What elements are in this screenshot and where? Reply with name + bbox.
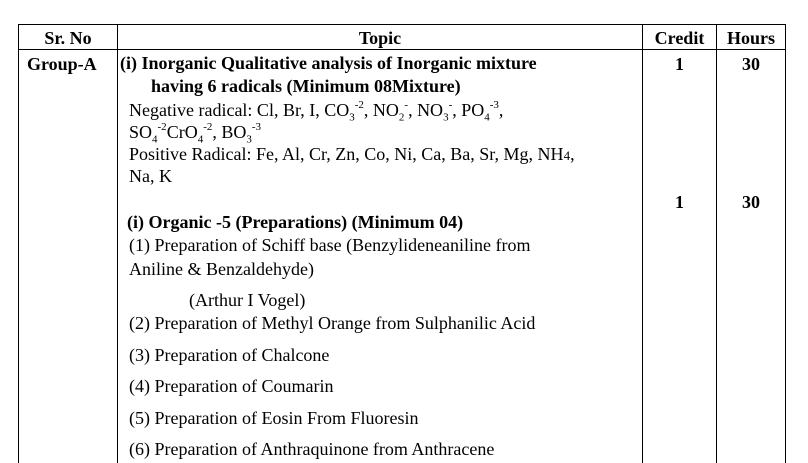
header-hours: Hours xyxy=(726,28,775,48)
positive-radicals-cont: Na, K xyxy=(129,166,172,186)
group-label: Group-A xyxy=(27,54,97,74)
column-divider xyxy=(716,25,717,463)
negative-radicals-cont: $SO_4^{-2}CrO_4^{-2}$, $BO_3^{-3}$ xyxy=(129,121,262,146)
inorganic-hours: 30 xyxy=(742,54,760,74)
header-sr-no: Sr. No xyxy=(44,28,92,48)
header-credit: Credit xyxy=(654,28,705,48)
organic-item-6: (6) Preparation of Anthraquinone from Anthracene xyxy=(129,439,495,459)
organic-item-1-cont: Aniline & Benzaldehyde) xyxy=(129,259,314,279)
organic-item-5: (5) Preparation of Eosin From Fluoresin xyxy=(129,408,419,428)
negative-radicals: Negative radical: Cl, Br, I, $CO_3^{-2}$, $NO_2^-$, $NO_3^-$, $PO_4^{-3}$, xyxy=(129,99,504,124)
header-topic: Topic xyxy=(358,28,402,48)
inorganic-credit: 1 xyxy=(675,54,684,74)
column-divider xyxy=(117,25,118,463)
organic-item-1: (1) Preparation of Schiff base (Benzylideneaniline from xyxy=(129,235,531,255)
organic-item-3: (3) Preparation of Chalcone xyxy=(129,345,330,365)
inorganic-title: (i) Inorganic Qualitative analysis of Inorganic mixture xyxy=(120,53,537,73)
inorganic-title-cont: having 6 radicals (Minimum 08Mixture) xyxy=(151,76,461,96)
organic-hours: 30 xyxy=(742,192,760,212)
column-divider xyxy=(642,25,643,463)
organic-title: (i) Organic -5 (Preparations) (Minimum 04) xyxy=(127,212,464,232)
organic-item-4: (4) Preparation of Coumarin xyxy=(129,376,334,396)
organic-credit: 1 xyxy=(675,192,684,212)
organic-item-2: (2) Preparation of Methyl Orange from Sulphanilic Acid xyxy=(129,313,536,333)
positive-radicals: Positive Radical: Fe, Al, Cr, Zn, Co, Ni, Ca, Ba, Sr, Mg, NH4, xyxy=(129,144,575,164)
organic-reference: (Arthur I Vogel) xyxy=(189,290,306,310)
syllabus-table xyxy=(18,24,786,463)
